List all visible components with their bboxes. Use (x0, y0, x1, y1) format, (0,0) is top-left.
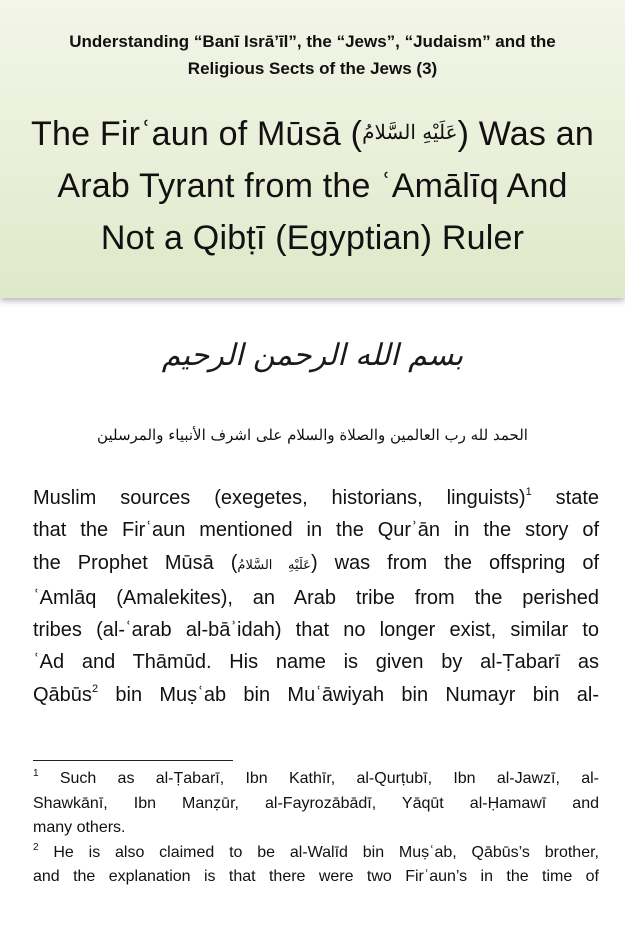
series-title-line-1: Understanding “Banī Isrā’īl”, the “Jews”, “Judaism” and the (69, 32, 556, 51)
body-text-segment: Qābūs (33, 683, 92, 706)
footnote-number: 1 (33, 768, 39, 779)
footnote-line: Shawkānī, Ibn Manẓūr, al-Fayrozābādī, Yāqūt al-Ḥamawī and (33, 794, 599, 812)
footnote-ref-2[interactable]: 2 (91, 682, 99, 695)
footnote-divider (33, 760, 233, 761)
footnote-line: many others. (33, 819, 126, 836)
body-line: ʿAmlāq (Amalekites), an Arab tribe from the perished (33, 586, 599, 609)
body-line (33, 679, 599, 711)
footnote-number: 2 (33, 841, 39, 853)
footnote-1 (33, 767, 599, 792)
body-text-segment: the Prophet Mūsā ( (33, 551, 238, 574)
honorific-calligraphy: عَلَيْهِ السَّلامُ (362, 120, 458, 144)
honorific-calligraphy: عَلَيْهِ السَّلامُ (237, 557, 311, 573)
article-title-line-1-a: The Firʿaun of Mūsā ( (31, 115, 363, 153)
body-line (33, 482, 599, 514)
body-text-segment: state (531, 487, 600, 509)
body-text-segment: Muslim sources (exegetes, historians, linguists) (33, 487, 526, 509)
article-title-line-1 (12, 106, 613, 160)
article-title (12, 106, 613, 264)
body-line: tribes (al-ʿarab al-bāʾidah) that no longer exist, similar to (33, 619, 599, 642)
article-title-line-2: Arab Tyrant from the ʿAmālīq And (57, 167, 568, 205)
footnote-2 (33, 841, 599, 866)
footnote-ref-1[interactable]: 1 (525, 486, 532, 498)
footnote-line: and the explanation is that there were two Firʿaun’s in the time of (33, 868, 599, 885)
basmala-calligraphy: بسم الله الرحمن الرحيم (161, 338, 464, 373)
footnote-text: Such as al-Ṭabarī, Ibn Kathīr, al-Qurṭubī, Ibn al-Jawzī, al- (38, 770, 599, 787)
title-banner (0, 0, 625, 298)
body-line: that the Firʿaun mentioned in the Qurʾān in the story of (33, 519, 599, 542)
body-line: ʿAd and Thāmūd. His name is given by al-Ṭabarī as (33, 651, 599, 674)
opening-praise: الحمد لله رب العالمين والصلاة والسلام على اشرف الأنبياء والمرسلين (97, 426, 528, 444)
article-title-line-3: Not a Qibṭī (Egyptian) Ruler (100, 219, 525, 257)
article-title-line-1-b: ) Was an (457, 115, 594, 153)
body-text-segment: bin Muṣʿab bin Muʿāwiyah bin Numayr bin al- (98, 683, 599, 706)
body-text-segment: ) was from the offspring of (310, 551, 599, 574)
series-title-line-2: Religious Sects of the Jews (3) (187, 59, 438, 78)
body-paragraph (33, 482, 599, 711)
body-line (33, 547, 599, 582)
series-title (20, 28, 605, 82)
footnote-text: He is also claimed to be al-Walīd bin Muṣʿab, Qābūs’s brother, (38, 843, 599, 861)
footnotes (33, 767, 599, 890)
